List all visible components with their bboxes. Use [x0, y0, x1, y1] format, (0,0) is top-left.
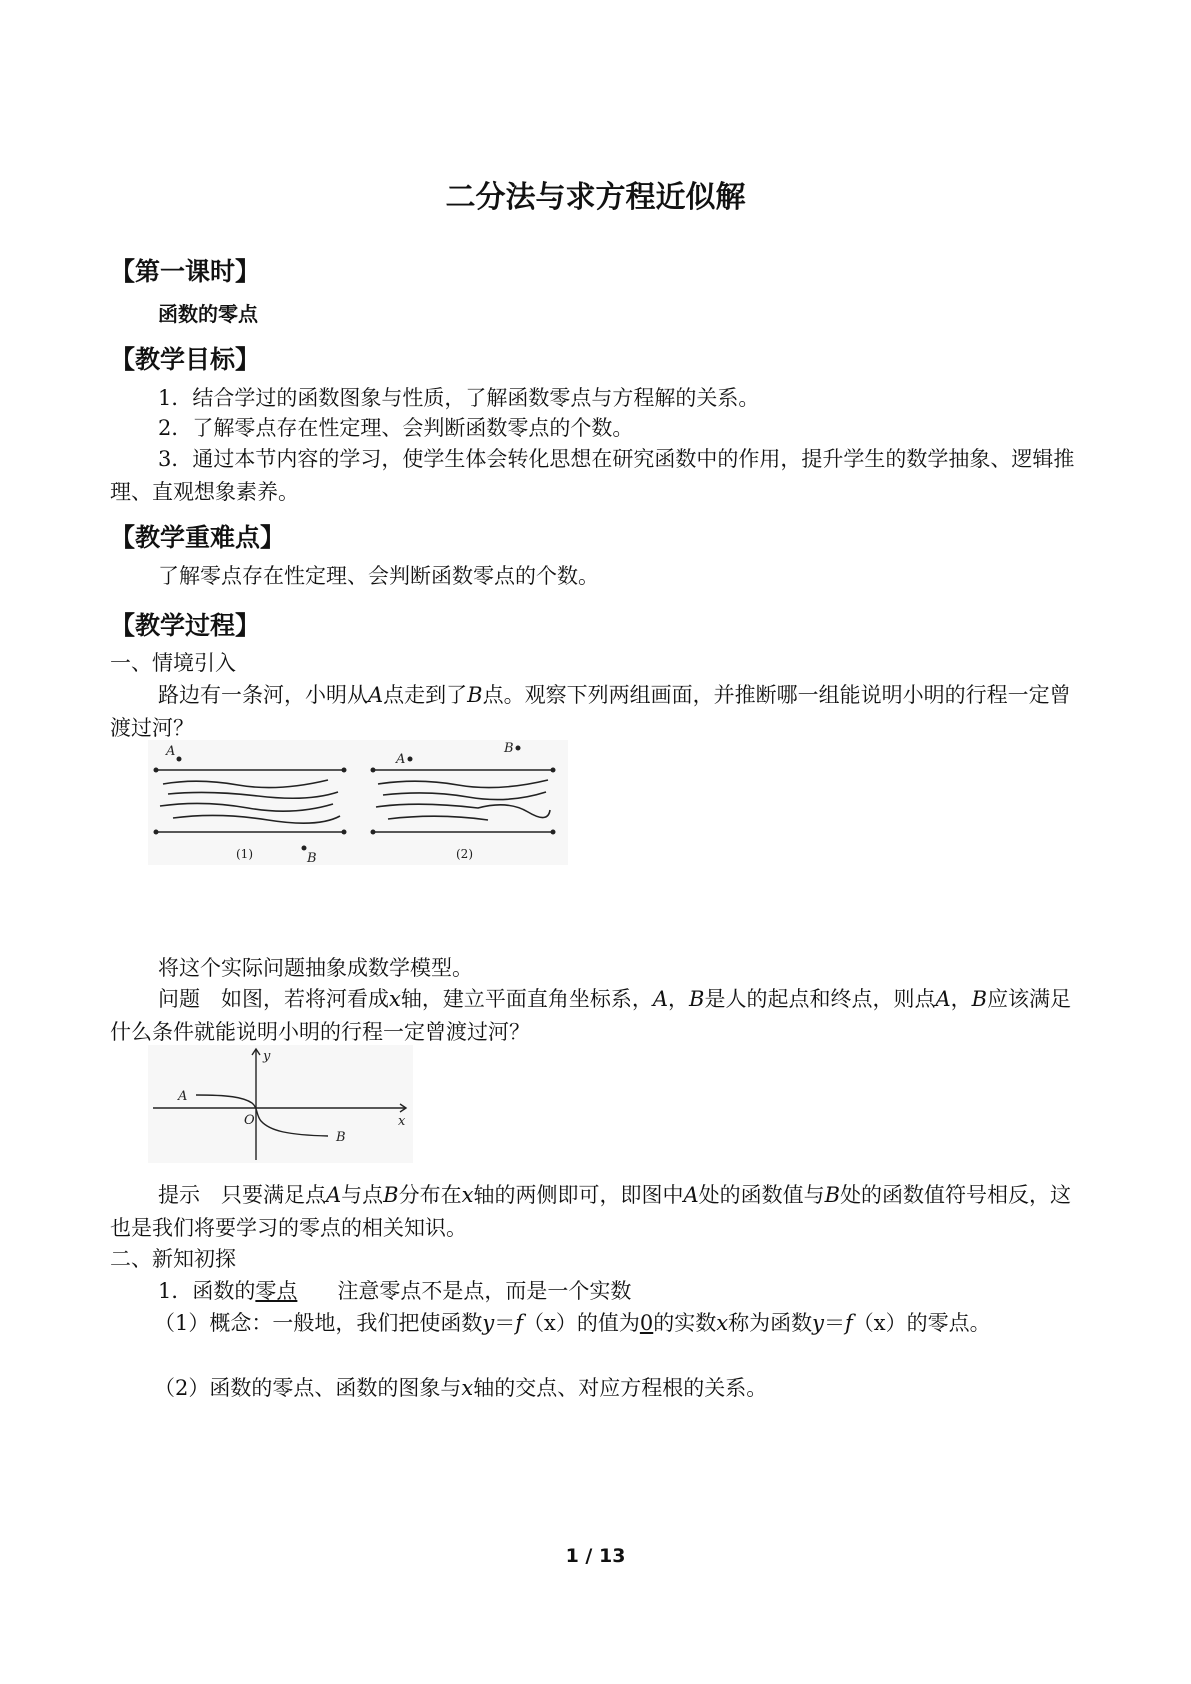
point-a-fig1: [177, 757, 182, 762]
curve-label-a: A: [178, 1089, 188, 1104]
concept-paragraph: （1）概念：一般地，我们把使函数y＝f（x）的值为0的实数x称为函数y＝f（x）的零点。: [154, 1311, 991, 1335]
relation-paragraph: （2）函数的零点、函数的图象与x轴的交点、对应方程根的关系。: [154, 1376, 768, 1400]
hint-paragraph: 提示 只要满足点A与点B分布在x轴的两侧即可，即图中A处的函数值与B处的函数值符号相反，这也是我们将要学习的零点的相关知识。: [110, 1183, 1072, 1240]
process-heading: 【教学过程】: [110, 611, 261, 640]
zero-definition-line: 1．函数的零点 注意零点不是点，而是一个实数: [158, 1279, 632, 1303]
keypoints-text: 了解零点存在性定理、会判断函数零点的个数。: [158, 564, 599, 588]
point-a-fig2: [408, 757, 413, 762]
label-a-fig2: A: [396, 752, 406, 767]
goal-item-2: 2．了解零点存在性定理、会判断函数零点的个数。: [158, 416, 634, 440]
coordinate-figure: [148, 1045, 413, 1163]
abstract-text: 将这个实际问题抽象成数学模型。: [158, 956, 473, 980]
document-title: 二分法与求方程近似解: [445, 180, 746, 215]
label-b-fig1: B: [307, 851, 317, 865]
caption-1: (1): [236, 847, 253, 861]
lesson-heading: 【第一课时】: [110, 257, 261, 286]
axis-label-y: y: [263, 1049, 271, 1064]
origin-label: O: [244, 1113, 255, 1128]
point-b-fig1: [302, 846, 307, 851]
axis-label-x: x: [398, 1114, 406, 1129]
caption-2: (2): [456, 847, 473, 861]
page-number: 1 / 13: [565, 1545, 626, 1567]
lesson-topic: 函数的零点: [158, 302, 258, 326]
intro-paragraph: 路边有一条河，小明从A点走到了B点。观察下列两组画面，并推断哪一组能说明小明的行程一定曾渡过河？: [110, 683, 1071, 740]
label-b-fig2: B: [504, 741, 514, 756]
goal-item-3: 3．通过本节内容的学习，使学生体会转化思想在研究函数中的作用，提升学生的数学抽象、逻辑推理、直观想象素养。: [110, 447, 1075, 504]
river-figure: [148, 740, 568, 865]
question-paragraph: 问题 如图，若将河看成x轴，建立平面直角坐标系，A，B是人的起点和终点，则点A，B应该满足什么条件就能说明小明的行程一定曾渡过河？: [110, 987, 1072, 1044]
goals-heading: 【教学目标】: [110, 345, 261, 374]
point-b-fig2: [516, 746, 521, 751]
goal-item-1: 1．结合学过的函数图象与性质，了解函数零点与方程解的关系。: [158, 386, 760, 410]
label-a-fig1: A: [166, 744, 176, 759]
keypoints-heading: 【教学重难点】: [110, 523, 286, 552]
section-2-heading: 二、新知初探: [110, 1247, 236, 1271]
curve-label-b: B: [336, 1130, 346, 1145]
section-1-heading: 一、情境引入: [110, 651, 236, 675]
